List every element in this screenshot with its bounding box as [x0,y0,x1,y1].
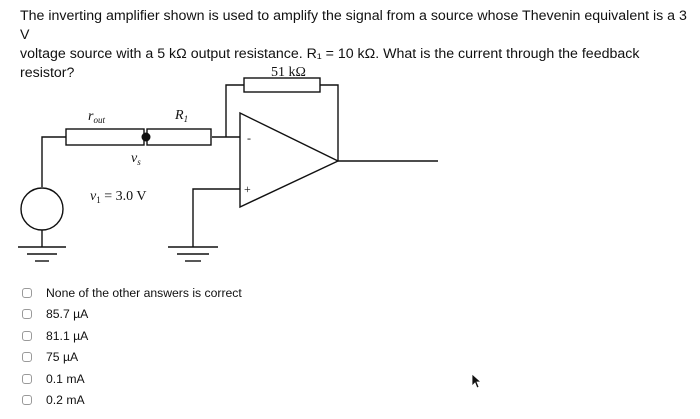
vs-label: $v_s$ [131,151,141,167]
option-label: 81.1 µA [46,328,89,343]
r1-label: $R_1$ [175,108,189,124]
option-checkbox[interactable] [22,374,32,384]
op-amp-triangle [240,113,338,207]
noninverting-wire [193,189,240,247]
r1-resistor [147,129,211,145]
source-wire [42,137,66,187]
option-label: 0.1 mA [46,371,85,386]
answer-options [22,282,242,411]
question-line-2: voltage source with a 5 kΩ output resistance. R₁ = 10 kΩ. What is the current through the feedback resistor? [20,46,640,81]
option-0-2-ma[interactable] [22,390,242,412]
rout-resistor [66,129,144,145]
node-vs [142,133,151,142]
option-0-1-ma[interactable] [22,368,242,390]
option-checkbox[interactable] [22,395,32,405]
feedback-wire-right [320,85,338,161]
feedback-wire-left [226,85,244,137]
option-85-7-ua[interactable] [22,304,242,326]
option-none-correct[interactable] [22,282,242,304]
feedback-resistor-label: 51 kΩ [271,65,306,80]
question-line-1: The inverting amplifier shown is used to amplify the signal from a source whose Thevenin equivalent is a 3 V [20,8,687,43]
option-label: 85.7 µA [46,307,89,322]
option-75-ua[interactable] [22,347,242,369]
option-checkbox[interactable] [22,331,32,341]
option-checkbox[interactable] [22,309,32,319]
option-label: 0.2 mA [46,393,85,408]
minus-sign: - [247,131,251,145]
v1-label: $v_1 = 3.0$ V [90,189,147,205]
option-checkbox[interactable] [22,288,32,298]
option-label: None of the other answers is correct [46,285,242,300]
rout-label: $r_{out}$ [88,109,105,125]
option-81-1-ua[interactable] [22,325,242,347]
option-checkbox[interactable] [22,352,32,362]
plus-sign: + [244,182,251,196]
mouse-cursor-icon [471,373,483,389]
voltage-source [21,188,63,230]
feedback-resistor [244,78,320,92]
option-label: 75 µA [46,350,79,365]
